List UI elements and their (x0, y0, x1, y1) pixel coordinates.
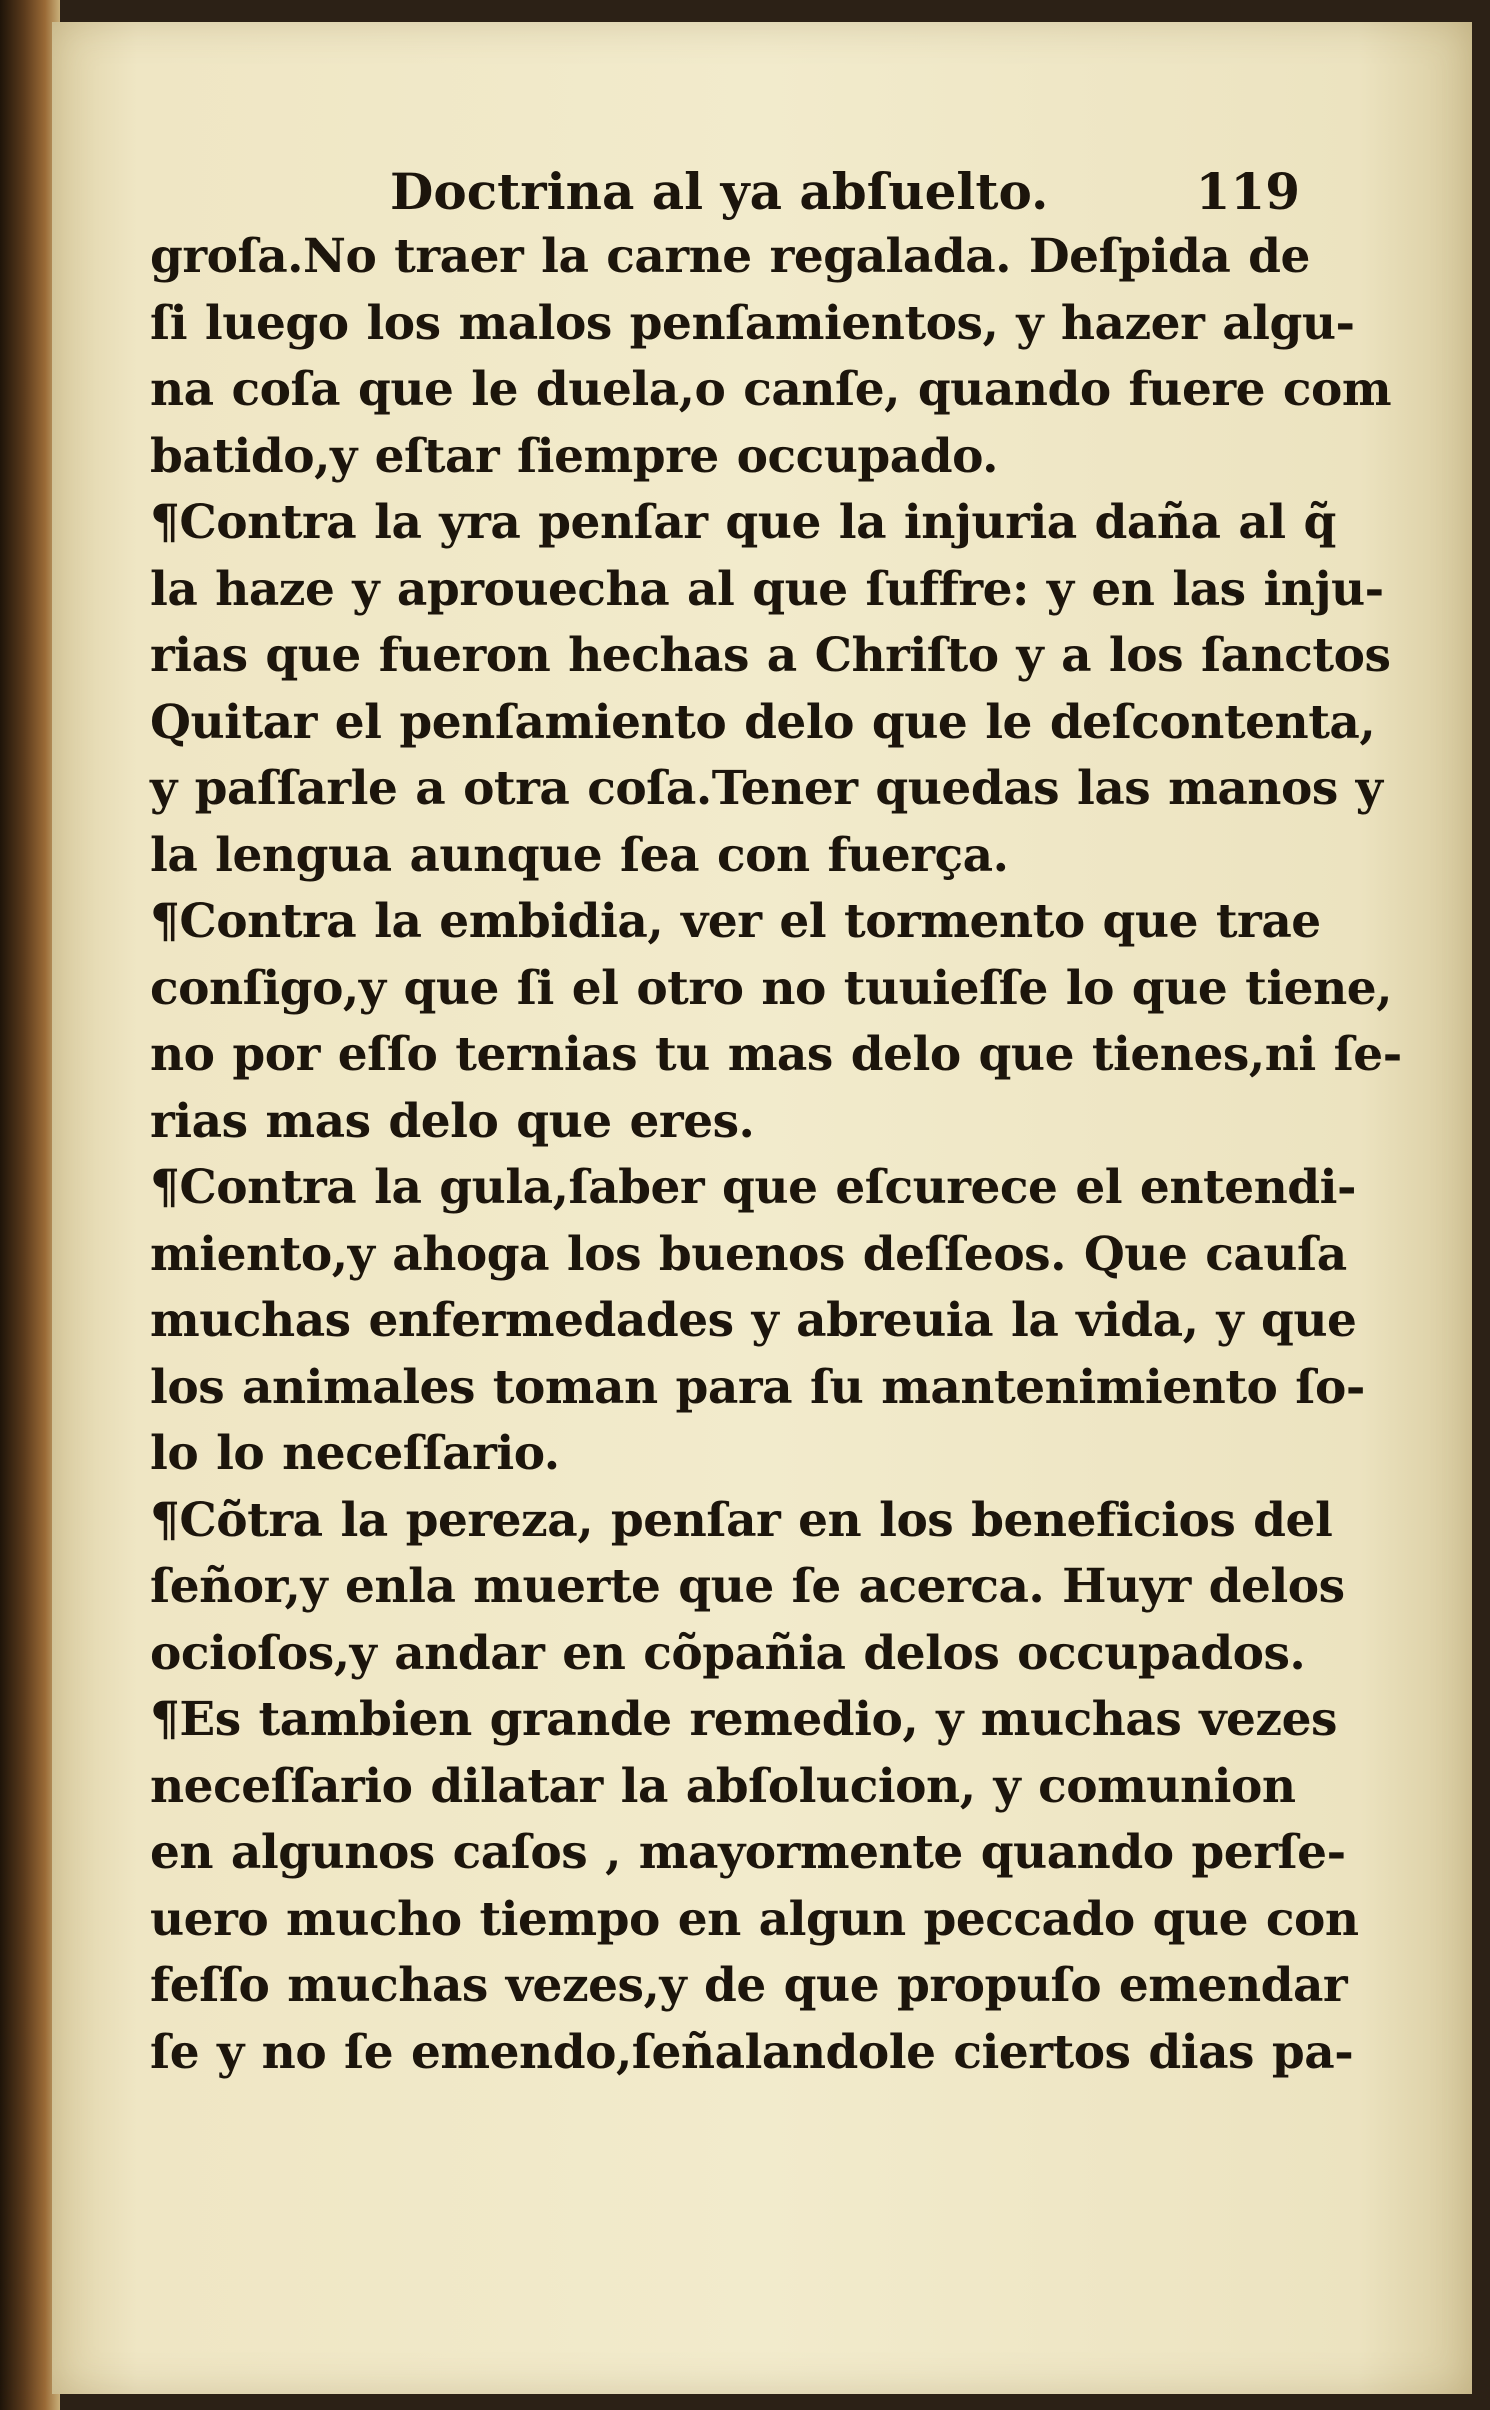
text-line: la haze y aprouecha al que ſuffre: y en las inju- (150, 561, 1384, 617)
text-line: uero mucho tiempo en algun peccado que con (150, 1891, 1359, 1947)
text-line: na coſa que le duela,o canſe, quando fuere com (150, 362, 1392, 417)
running-head-title: Doctrina al ya abſuelto. (390, 162, 1049, 221)
text-line: rias que fueron hechas a Chriſto y a los ſanctos (150, 628, 1391, 683)
text-line: ¶Contra la gula,ſaber que eſcurece el entendi- (150, 1160, 1357, 1215)
text-line: ¶Es tambien grande remedio, y muchas vezes (150, 1692, 1337, 1747)
text-line: y paſſarle a otra coſa.Tener quedas las manos y (150, 761, 1383, 816)
text-line: rias mas delo que eres. (150, 1093, 755, 1149)
text-line: neceſſario dilatar la abſolucion, y comunion (150, 1758, 1296, 1814)
text-line: groſa.No traer la carne regalada. Deſpida de (150, 229, 1310, 284)
text-line: lo lo neceſſario. (150, 1426, 560, 1481)
text-line: miento,y ahoga los buenos deſſeos. Que cauſa (150, 1226, 1347, 1282)
text-line: muchas enfermedades y abreuia la vida, y que (150, 1293, 1357, 1348)
text-line: ocioſos,y andar en cõpañia delos occupados. (150, 1625, 1306, 1681)
text-line: ſe y no ſe emendo,ſeñalandole ciertos dias pa- (150, 2024, 1354, 2080)
text-line: feſſo muchas vezes,y de que propuſo emendar (150, 1958, 1348, 2013)
text-line: no por eſſo ternias tu mas delo que tienes,ni ſe- (150, 1027, 1402, 1082)
book-spine-edge (0, 0, 60, 2410)
running-head (150, 160, 1300, 224)
text-line: batido,y eſtar ſiempre occupado. (150, 428, 998, 484)
text-line: conſigo,y que ſi el otro no tuuieſſe lo que tiene, (150, 960, 1393, 1016)
text-line: en algunos caſos , mayormente quando perſe- (150, 1825, 1346, 1880)
text-line: los animales toman para ſu mantenimiento ſo- (150, 1359, 1365, 1415)
text-line: Quitar el penſamiento delo que le deſcontenta, (150, 694, 1376, 750)
text-block (150, 160, 1402, 2086)
page-number: 119 (1195, 162, 1300, 221)
text-line: ſi luego los malos penſamientos, y hazer algu- (150, 295, 1355, 351)
text-line: ¶Contra la embidia, ver el tormento que trae (150, 894, 1321, 949)
text-line: ſeñor,y enla muerte que ſe acerca. Huyr delos (150, 1559, 1345, 1614)
text-line: ¶Cõtra la pereza, penſar en los beneficios del (150, 1492, 1333, 1548)
text-line: la lengua aunque ſea con fuerça. (150, 827, 1009, 883)
text-line: ¶Contra la yra penſar que la injuria daña al q̃ (150, 495, 1336, 550)
